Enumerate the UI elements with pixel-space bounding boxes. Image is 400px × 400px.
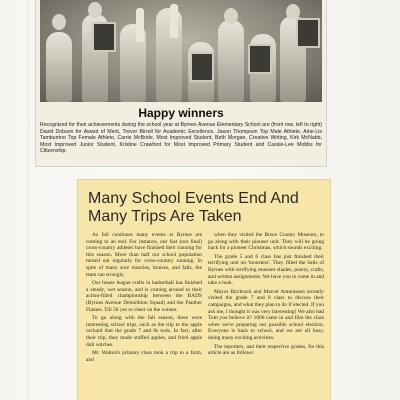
trophy bbox=[136, 8, 144, 42]
award-plaque bbox=[190, 52, 214, 82]
article-column-right bbox=[208, 232, 324, 394]
article-title: Many School Events End And Many Trips Are Taken bbox=[88, 190, 299, 225]
student-figure bbox=[156, 8, 182, 102]
student-head bbox=[52, 14, 66, 30]
award-plaque bbox=[296, 18, 320, 48]
article-column-left bbox=[86, 232, 202, 394]
article-paragraph: The reporters, and their respective grades, for this article are as follows: bbox=[208, 343, 324, 357]
article-paragraph: Our house league crafts in basketball has finished a steady, wet season, and is coming around to their action-filled championship between the BADS (Byrnes Avenue Demolition Squad) and the Panther Flames. Till 50 yes to cheer on the winner. bbox=[86, 280, 202, 313]
article-paragraph: The grade 5 and 6 class has just finished their terrifying unit on 'monsters'. They filled the halls of Byrnes with terrifying monster shades, poetry, crafts, and written assignments. We have you to come in and take a look. bbox=[208, 253, 324, 287]
article-paragraph: As fall continues many events at Byrnes are coming to an end. For instance, our fast (not final) cross-country athletes have finished their running for this season. More than half our school population turned out regularly for cross-country running. In spite of many sore muscles, bruises, and falls, the team ran strongly. bbox=[86, 232, 202, 278]
sleeve-edge bbox=[28, 0, 29, 400]
article-paragraph: Mr. Walton's primary class took a trip to a farm, and bbox=[86, 350, 202, 363]
student-figure bbox=[218, 20, 244, 102]
group-photo bbox=[40, 0, 322, 102]
student-head bbox=[88, 2, 102, 18]
photo-clipping bbox=[36, 0, 326, 166]
article-clipping bbox=[78, 180, 330, 400]
award-plaque bbox=[92, 22, 116, 52]
photo-headline: Happy winners bbox=[138, 106, 224, 120]
photo-caption: Recognized for their achievements during the school year at Byrnes Avenue Elementary School are (front row, left to right) David Dobson for Award of Merit, Trevor Birrell for Academic Excellence, Jason Thompson Top Male Athlete, Aine-Lis Tamburrino Top Female Athlete, Carrie McBride, Most Improved Student, Beth Morgan, Creative Writing, Kirk McNabb, Most Improved Junior Student, Kristine Crawford for Most Improved Primary Student and Cassie-Lee Mobbs for Citizenship. bbox=[40, 122, 322, 155]
student-figure bbox=[46, 32, 72, 102]
student-head bbox=[224, 8, 238, 24]
article-paragraph: Mayor Birchrack and Marcel Antonissen recently visited the grade 7 and 8 class to discuss their campaigns, and what they plan to do if elected. If you ask me, I thought it was very interesting! We also had Tom you believe it? 1000 came in and film the class when we're preparing our possible school election. Everyone is back to school, and we are all busy, doing many exciting activities. bbox=[208, 288, 324, 341]
trophy bbox=[170, 4, 178, 38]
article-paragraph: when they visited the Bruce County Museum, to go along with their pioneer unit. They will be going back for a pioneer Christmas, which sounds exciting. bbox=[208, 232, 324, 252]
award-plaque bbox=[248, 44, 272, 74]
article-paragraph: To go along with the fall season, there were interesting school trips, such as the trip to the apple orchard that the grade 7 and 8s took. In fact, after their trip, they made stuffed apples, and fried apple doll witches. bbox=[86, 315, 202, 348]
